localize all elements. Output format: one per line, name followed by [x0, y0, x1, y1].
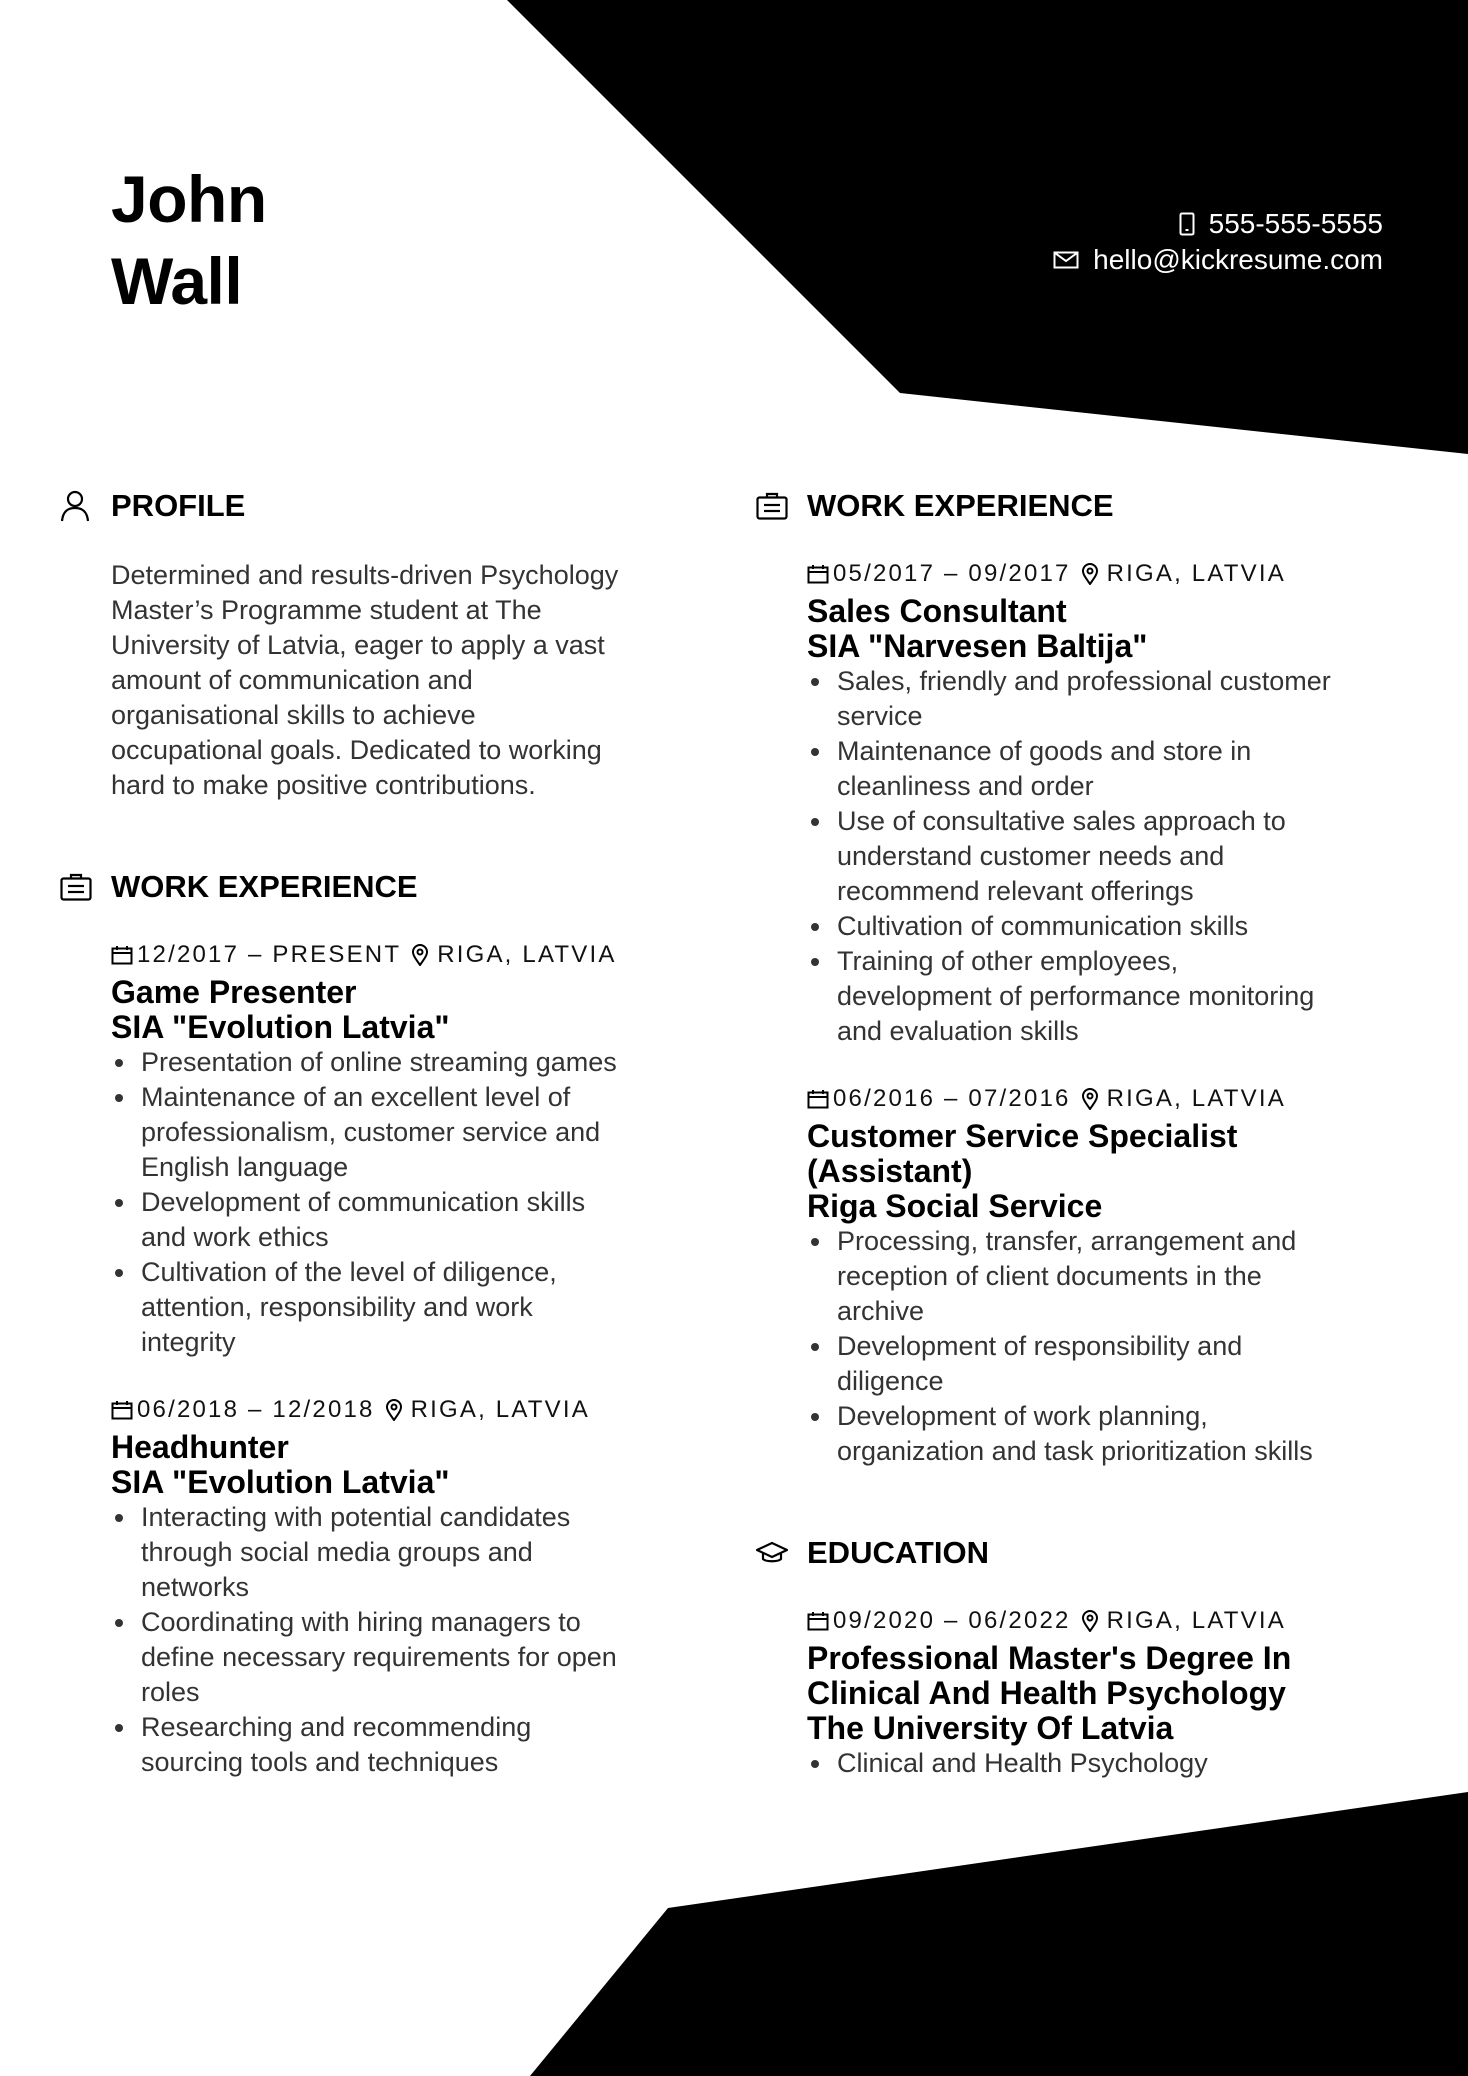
job-dates: 06/2018 – 12/2018 [137, 1396, 375, 1423]
bullet-item [807, 1329, 1396, 1399]
bullet-text: through social media groups and [141, 1537, 533, 1567]
job-meta [111, 939, 680, 971]
profile-title: PROFILE [111, 488, 246, 523]
job-title: (Assistant) [807, 1153, 973, 1189]
bullet-text: Development of work planning, [837, 1401, 1208, 1431]
profile-line: amount of communication and [111, 665, 473, 695]
job-meta [807, 1605, 1396, 1637]
bullet-text: reception of client documents in the [837, 1261, 1262, 1291]
bullet-item [807, 944, 1396, 1049]
bullet-item [807, 804, 1396, 909]
graduation-cap-icon [756, 1541, 788, 1565]
job-location: RIGA, LATVIA [410, 1396, 590, 1423]
work-experience-header-right [756, 480, 1396, 532]
bullet-text: Presentation of online streaming games [141, 1047, 617, 1077]
last-name: Wall [111, 244, 243, 318]
location-pin-icon [1081, 1610, 1099, 1632]
bullet-list [807, 1746, 1396, 1781]
bullet-text: Development of communication skills [141, 1187, 586, 1217]
bullet-text: cleanliness and order [837, 771, 1094, 801]
bullet-item [111, 1500, 680, 1605]
profile-summary [111, 558, 680, 803]
bullet-text: networks [141, 1572, 250, 1602]
bullet-text: Interacting with potential candidates [141, 1502, 571, 1532]
job-title: Customer Service Specialist [807, 1118, 1238, 1154]
bullet-text: service [837, 701, 923, 731]
bullet-text: and evaluation skills [837, 1016, 1079, 1046]
profile-section-header [60, 480, 680, 532]
bullet-list [111, 1045, 680, 1360]
phone-row[interactable] [1053, 206, 1383, 242]
candidate-name [111, 158, 267, 322]
job-title: Game Presenter [111, 974, 357, 1010]
bullet-text: Cultivation of communication skills [837, 911, 1249, 941]
profile-line: organisational skills to achieve [111, 700, 476, 730]
education-section-header [756, 1527, 1396, 1579]
briefcase-icon [756, 492, 788, 520]
job-location: RIGA, LATVIA [437, 941, 617, 968]
contact-block [1053, 206, 1383, 278]
location-pin-icon [411, 944, 429, 966]
work-experience-title: WORK EXPERIENCE [111, 869, 418, 904]
email-address[interactable]: hello@kickresume.com [1093, 244, 1383, 275]
bullet-text: English language [141, 1152, 349, 1182]
work-experience-title-right: WORK EXPERIENCE [807, 488, 1114, 523]
bullet-text: development of performance monitoring [837, 981, 1315, 1011]
bullet-text: Sales, friendly and professional customer [837, 666, 1331, 696]
bullet-text: archive [837, 1296, 925, 1326]
bullet-list [111, 1500, 680, 1780]
job-title: Headhunter [111, 1429, 289, 1465]
bullet-text: understand customer needs and [837, 841, 1225, 871]
calendar-icon [111, 945, 133, 965]
bullet-item [111, 1045, 680, 1080]
job-meta [807, 558, 1396, 590]
bullet-item [807, 1224, 1396, 1329]
bullet-item [807, 1399, 1396, 1469]
job-meta [111, 1394, 680, 1426]
bullet-text: sourcing tools and techniques [141, 1747, 499, 1777]
job-dates: 05/2017 – 09/2017 [833, 560, 1071, 587]
bullet-text: recommend relevant offerings [837, 876, 1194, 906]
bullet-text: professionalism, customer service and [141, 1117, 601, 1147]
left-job-list [111, 939, 680, 1780]
bullet-text: organization and task prioritization skills [837, 1436, 1313, 1466]
job-title: Sales Consultant [807, 593, 1067, 629]
briefcase-icon [60, 873, 92, 901]
job-company: SIA "Evolution Latvia" [111, 1464, 450, 1500]
job-location: RIGA, LATVIA [1106, 1085, 1286, 1112]
job-location: RIGA, LATVIA [1106, 560, 1286, 587]
bullet-text: attention, responsibility and work [141, 1292, 533, 1322]
job-entry [111, 1394, 680, 1780]
calendar-icon [807, 1611, 829, 1631]
job-meta [807, 1083, 1396, 1115]
profile-line: Master’s Programme student at The [111, 595, 542, 625]
bullet-text: define necessary requirements for open [141, 1642, 617, 1672]
bullet-text: Processing, transfer, arrangement and [837, 1226, 1297, 1256]
bullet-text: Training of other employees, [837, 946, 1179, 976]
left-column [60, 480, 680, 1780]
degree-title: Professional Master's Degree In [807, 1640, 1292, 1676]
education-list [807, 1605, 1396, 1781]
job-company: SIA "Evolution Latvia" [111, 1009, 450, 1045]
work-experience-header [60, 861, 680, 913]
bullet-text: diligence [837, 1366, 944, 1396]
bullet-text: Maintenance of goods and store in [837, 736, 1252, 766]
bullet-item [807, 1746, 1396, 1781]
bullet-item [111, 1255, 680, 1360]
bullet-text: Cultivation of the level of diligence, [141, 1257, 557, 1287]
phone-number[interactable]: 555-555-5555 [1208, 208, 1383, 239]
job-company: Riga Social Service [807, 1188, 1103, 1224]
bullet-text: Maintenance of an excellent level of [141, 1082, 571, 1112]
bullet-item [807, 734, 1396, 804]
right-job-list [807, 558, 1396, 1469]
phone-icon [1179, 212, 1195, 236]
bullet-text: roles [141, 1677, 200, 1707]
school-name: The University Of Latvia [807, 1710, 1174, 1746]
profile-line: hard to make positive contributions. [111, 770, 536, 800]
job-entry [807, 558, 1396, 1049]
bullet-list [807, 1224, 1396, 1469]
profile-line: Determined and results-driven Psychology [111, 560, 619, 590]
location-pin-icon [1081, 563, 1099, 585]
bullet-list [807, 664, 1396, 1049]
bullet-text: integrity [141, 1327, 236, 1357]
bullet-item [111, 1605, 680, 1710]
job-dates: 06/2016 – 07/2016 [833, 1085, 1071, 1112]
bullet-text: Clinical and Health Psychology [837, 1748, 1208, 1778]
right-column [756, 480, 1396, 1781]
bullet-text: Researching and recommending [141, 1712, 532, 1742]
bullet-text: Development of responsibility and [837, 1331, 1243, 1361]
bullet-item [807, 909, 1396, 944]
first-name: John [111, 162, 267, 236]
bullet-item [111, 1080, 680, 1185]
bullet-text: Use of consultative sales approach to [837, 806, 1286, 836]
bullet-text: Coordinating with hiring managers to [141, 1607, 581, 1637]
calendar-icon [111, 1400, 133, 1420]
bullet-item [111, 1185, 680, 1255]
bottom-black-shape [530, 1792, 1468, 2076]
degree-title: Clinical And Health Psychology [807, 1675, 1286, 1711]
bullet-text: and work ethics [141, 1222, 329, 1252]
profile-line: University of Latvia, eager to apply a vast [111, 630, 605, 660]
bullet-item [807, 664, 1396, 734]
location-pin-icon [1081, 1088, 1099, 1110]
bullet-item [111, 1710, 680, 1780]
education-entry [807, 1605, 1396, 1781]
job-dates: 09/2020 – 06/2022 [833, 1607, 1071, 1634]
calendar-icon [807, 564, 829, 584]
education-title: EDUCATION [807, 1535, 989, 1570]
job-company: SIA "Narvesen Baltija" [807, 628, 1148, 664]
calendar-icon [807, 1089, 829, 1109]
job-entry [111, 939, 680, 1360]
email-row[interactable] [1053, 242, 1383, 278]
person-icon [60, 490, 90, 522]
mail-icon [1053, 251, 1079, 269]
profile-line: occupational goals. Dedicated to working [111, 735, 602, 765]
job-entry [807, 1083, 1396, 1469]
location-pin-icon [385, 1399, 403, 1421]
job-dates: 12/2017 – PRESENT [137, 941, 402, 968]
job-location: RIGA, LATVIA [1106, 1607, 1286, 1634]
